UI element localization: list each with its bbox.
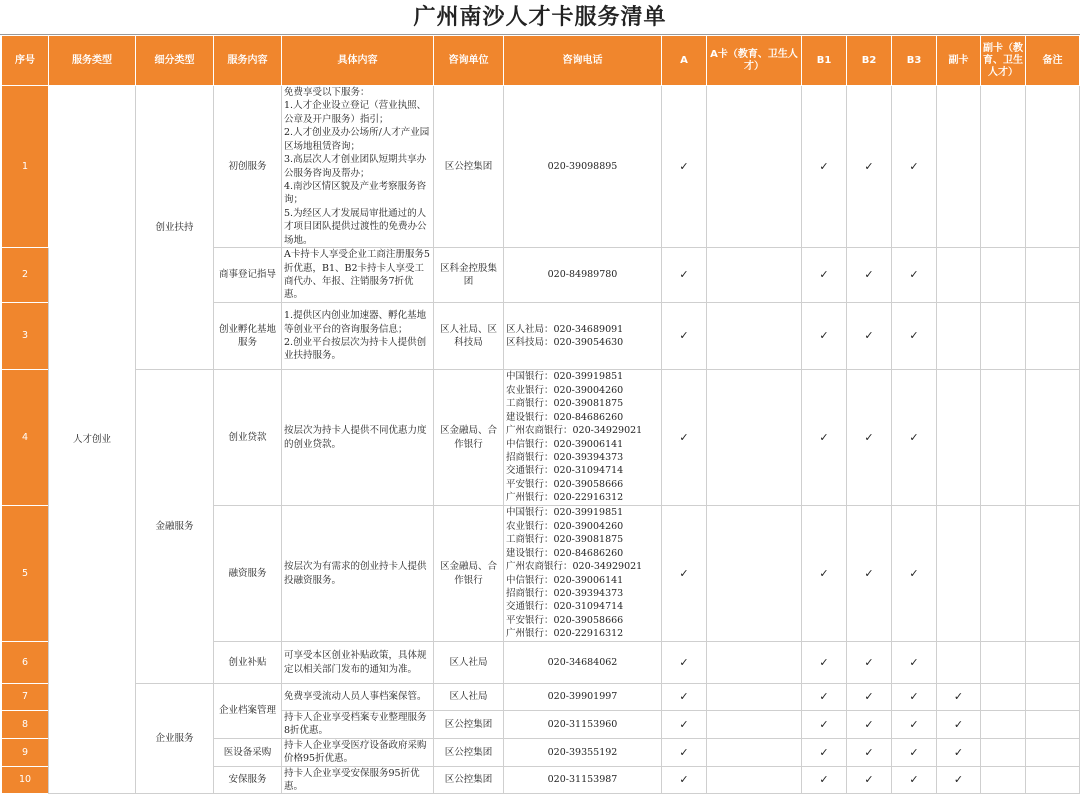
check-mark: ✓ xyxy=(937,684,981,711)
seq-cell: 5 xyxy=(2,506,49,642)
empty-cell xyxy=(981,642,1026,684)
seq-cell: 4 xyxy=(2,370,49,506)
seq-cell: 2 xyxy=(2,248,49,303)
empty-cell xyxy=(981,86,1026,248)
col-header-b1: B1 xyxy=(802,36,847,86)
empty-cell xyxy=(707,303,802,370)
unit-cell: 区人社局 xyxy=(434,684,504,711)
empty-cell xyxy=(981,766,1026,794)
empty-cell xyxy=(937,248,981,303)
remark-cell xyxy=(1026,684,1080,711)
col-header-detail: 具体内容 xyxy=(282,36,434,86)
phone-cell: 020-39098895 xyxy=(504,86,662,248)
check-mark: ✓ xyxy=(802,506,847,642)
seq-cell: 3 xyxy=(2,303,49,370)
unit-cell: 区金融局、合作银行 xyxy=(434,370,504,506)
check-mark: ✓ xyxy=(662,506,707,642)
check-mark: ✓ xyxy=(802,370,847,506)
detail-cell: 持卡人企业享受安保服务95折优惠。 xyxy=(282,766,434,794)
check-mark: ✓ xyxy=(892,684,937,711)
col-header-b2: B2 xyxy=(847,36,892,86)
detail-cell: 持卡人企业享受档案专业整理服务8折优惠。 xyxy=(282,711,434,739)
check-mark: ✓ xyxy=(662,738,707,766)
phone-cell: 020-39355192 xyxy=(504,738,662,766)
remark-cell xyxy=(1026,248,1080,303)
check-mark: ✓ xyxy=(847,766,892,794)
empty-cell xyxy=(707,684,802,711)
check-mark: ✓ xyxy=(892,766,937,794)
remark-cell xyxy=(1026,506,1080,642)
check-mark: ✓ xyxy=(847,738,892,766)
service-content-cell: 融资服务 xyxy=(214,506,282,642)
check-mark: ✓ xyxy=(802,86,847,248)
service-table xyxy=(1,35,1080,794)
unit-cell: 区人社局、区科技局 xyxy=(434,303,504,370)
unit-cell: 区公控集团 xyxy=(434,738,504,766)
col-header-b3: B3 xyxy=(892,36,937,86)
service-content-cell: 安保服务 xyxy=(214,766,282,794)
unit-cell: 区公控集团 xyxy=(434,711,504,739)
service-content-cell: 初创服务 xyxy=(214,86,282,248)
empty-cell xyxy=(981,711,1026,739)
sub-type-cell: 企业服务 xyxy=(136,684,214,794)
phone-cell: 中国银行：020-39919851 农业银行：020-39004260 工商银行：020-39081875 建设银行：020-84686260 广州农商银行：020-34929021 中信银行：020-39006141 招商银行：020-39394373 交通银行：020-31094714 平安银行：020-39058666 广州银行：020-22916312 xyxy=(504,370,662,506)
col-header-service-type: 服务类型 xyxy=(49,36,136,86)
detail-cell: 免费享受以下服务： 1.人才企业设立登记（营业执照、公章及开户服务）指引； 2.人才创业及办公场所/人才产业园区场地租赁咨询； 3.高层次人才创业团队短期共享办公服务咨询及帮办； 4.南沙区情区貌及产业考察服务咨询； 5.为经区人才发展局审批通过的人才项目团队提供过渡性的免费办公场地。 xyxy=(282,86,434,248)
empty-cell xyxy=(937,303,981,370)
check-mark: ✓ xyxy=(802,303,847,370)
col-header-seq: 序号 xyxy=(2,36,49,86)
service-content-cell: 企业档案管理 xyxy=(214,684,282,739)
check-mark: ✓ xyxy=(662,248,707,303)
empty-cell xyxy=(707,738,802,766)
phone-cell: 020-31153960 xyxy=(504,711,662,739)
check-mark: ✓ xyxy=(892,738,937,766)
empty-cell xyxy=(707,506,802,642)
service-content-cell: 医设备采购 xyxy=(214,738,282,766)
detail-cell: 免费享受流动人员人事档案保管。 xyxy=(282,684,434,711)
check-mark: ✓ xyxy=(662,711,707,739)
phone-cell: 020-39901997 xyxy=(504,684,662,711)
check-mark: ✓ xyxy=(802,684,847,711)
page-title: 广州南沙人才卡服务清单 xyxy=(0,0,1080,35)
check-mark: ✓ xyxy=(847,506,892,642)
check-mark: ✓ xyxy=(937,711,981,739)
empty-cell xyxy=(981,506,1026,642)
check-mark: ✓ xyxy=(662,766,707,794)
check-mark: ✓ xyxy=(892,248,937,303)
check-mark: ✓ xyxy=(662,370,707,506)
check-mark: ✓ xyxy=(802,738,847,766)
phone-cell: 020-34684062 xyxy=(504,642,662,684)
empty-cell xyxy=(937,642,981,684)
check-mark: ✓ xyxy=(847,370,892,506)
phone-cell: 区人社局：020-34689091 区科技局：020-39054630 xyxy=(504,303,662,370)
unit-cell: 区公控集团 xyxy=(434,86,504,248)
empty-cell xyxy=(707,86,802,248)
empty-cell xyxy=(981,248,1026,303)
check-mark: ✓ xyxy=(892,642,937,684)
phone-cell: 020-31153987 xyxy=(504,766,662,794)
empty-cell xyxy=(937,370,981,506)
table-row xyxy=(2,86,1080,248)
check-mark: ✓ xyxy=(937,766,981,794)
empty-cell xyxy=(981,738,1026,766)
check-mark: ✓ xyxy=(802,766,847,794)
col-header-unit: 咨询单位 xyxy=(434,36,504,86)
check-mark: ✓ xyxy=(662,684,707,711)
seq-cell: 10 xyxy=(2,766,49,794)
empty-cell xyxy=(707,642,802,684)
empty-cell xyxy=(937,86,981,248)
header-row xyxy=(2,36,1080,86)
check-mark: ✓ xyxy=(847,642,892,684)
check-mark: ✓ xyxy=(847,86,892,248)
seq-cell: 9 xyxy=(2,738,49,766)
sub-type-cell: 创业扶持 xyxy=(136,86,214,370)
col-header-vice: 副卡 xyxy=(937,36,981,86)
check-mark: ✓ xyxy=(892,370,937,506)
check-mark: ✓ xyxy=(802,711,847,739)
table-row xyxy=(2,370,1080,506)
phone-cell: 020-84989780 xyxy=(504,248,662,303)
remark-cell xyxy=(1026,370,1080,506)
seq-cell: 1 xyxy=(2,86,49,248)
remark-cell xyxy=(1026,642,1080,684)
check-mark: ✓ xyxy=(892,711,937,739)
empty-cell xyxy=(981,303,1026,370)
unit-cell: 区科金控股集团 xyxy=(434,248,504,303)
service-content-cell: 创业贷款 xyxy=(214,370,282,506)
service-content-cell: 商事登记指导 xyxy=(214,248,282,303)
detail-cell: A卡持卡人享受企业工商注册服务5折优惠，B1、B2卡持卡人享受工商代办、年报、注销服务7折优惠。 xyxy=(282,248,434,303)
detail-cell: 持卡人企业享受医疗设备政府采购价格95折优惠。 xyxy=(282,738,434,766)
check-mark: ✓ xyxy=(662,642,707,684)
empty-cell xyxy=(981,684,1026,711)
service-content-cell: 创业补贴 xyxy=(214,642,282,684)
detail-cell: 按层次为有需求的创业持卡人提供投融资服务。 xyxy=(282,506,434,642)
detail-cell: 1.提供区内创业加速器、孵化基地等创业平台的咨询服务信息； 2.创业平台按层次为持卡人提供创业扶持服务。 xyxy=(282,303,434,370)
detail-cell: 可享受本区创业补贴政策，具体规定以相关部门发布的通知为准。 xyxy=(282,642,434,684)
check-mark: ✓ xyxy=(892,303,937,370)
seq-cell: 7 xyxy=(2,684,49,711)
unit-cell: 区金融局、合作银行 xyxy=(434,506,504,642)
check-mark: ✓ xyxy=(662,303,707,370)
unit-cell: 区人社局 xyxy=(434,642,504,684)
col-header-sub-type: 细分类型 xyxy=(136,36,214,86)
check-mark: ✓ xyxy=(892,506,937,642)
check-mark: ✓ xyxy=(847,711,892,739)
col-header-a: A xyxy=(662,36,707,86)
remark-cell xyxy=(1026,766,1080,794)
col-header-phone: 咨询电话 xyxy=(504,36,662,86)
check-mark: ✓ xyxy=(802,248,847,303)
col-header-a-edu: A卡（教育、卫生人才） xyxy=(707,36,802,86)
remark-cell xyxy=(1026,711,1080,739)
col-header-vice-edu: 副卡（教育、卫生人才） xyxy=(981,36,1026,86)
empty-cell xyxy=(707,248,802,303)
unit-cell: 区公控集团 xyxy=(434,766,504,794)
check-mark: ✓ xyxy=(847,684,892,711)
col-header-remark: 备注 xyxy=(1026,36,1080,86)
remark-cell xyxy=(1026,86,1080,248)
table-row xyxy=(2,684,1080,711)
check-mark: ✓ xyxy=(847,303,892,370)
remark-cell xyxy=(1026,738,1080,766)
check-mark: ✓ xyxy=(937,738,981,766)
seq-cell: 8 xyxy=(2,711,49,739)
check-mark: ✓ xyxy=(892,86,937,248)
phone-cell: 中国银行：020-39919851 农业银行：020-39004260 工商银行：020-39081875 建设银行：020-84686260 广州农商银行：020-34929021 中信银行：020-39006141 招商银行：020-39394373 交通银行：020-31094714 平安银行：020-39058666 广州银行：020-22916312 xyxy=(504,506,662,642)
empty-cell xyxy=(707,711,802,739)
empty-cell xyxy=(937,506,981,642)
detail-cell: 按层次为持卡人提供不同优惠力度的创业贷款。 xyxy=(282,370,434,506)
check-mark: ✓ xyxy=(662,86,707,248)
check-mark: ✓ xyxy=(802,642,847,684)
seq-cell: 6 xyxy=(2,642,49,684)
sub-type-cell: 金融服务 xyxy=(136,370,214,684)
remark-cell xyxy=(1026,303,1080,370)
col-header-service-content: 服务内容 xyxy=(214,36,282,86)
empty-cell xyxy=(707,370,802,506)
service-content-cell: 创业孵化基地服务 xyxy=(214,303,282,370)
empty-cell xyxy=(981,370,1026,506)
empty-cell xyxy=(707,766,802,794)
check-mark: ✓ xyxy=(847,248,892,303)
service-type-cell: 人才创业 xyxy=(49,86,136,794)
